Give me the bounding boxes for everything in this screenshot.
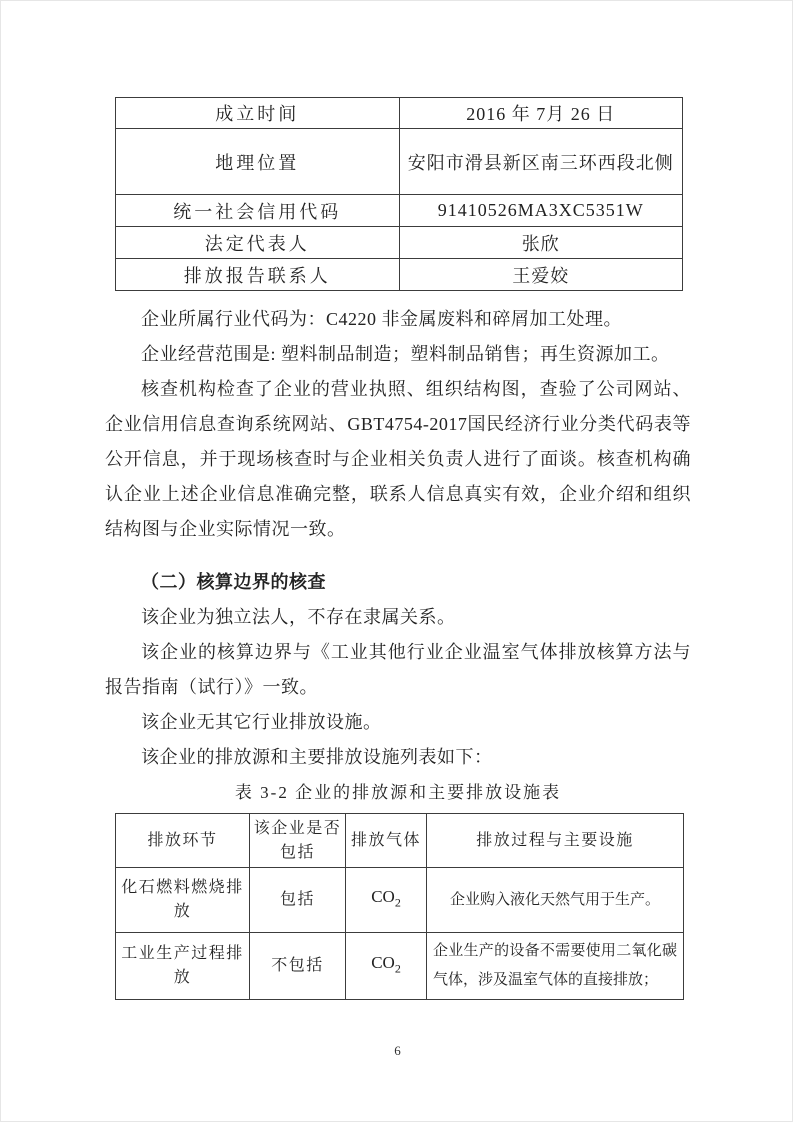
cell-included-industrial-process: 不包括 xyxy=(250,933,346,1000)
info-value-founding-date: 2016 年 7月 26 日 xyxy=(399,98,683,129)
cell-stage-industrial-process: 工业生产过程排放 xyxy=(116,933,250,1000)
paragraph-emission-source-intro: 该企业的排放源和主要排放设施列表如下： xyxy=(141,747,493,767)
table-row xyxy=(116,933,684,1000)
info-label-location: 地理位置 xyxy=(116,129,400,195)
table-row xyxy=(116,868,684,933)
header-process-facilities: 排放过程与主要设施 xyxy=(427,814,684,868)
table-caption: 表 3-2 企业的排放源和主要排放设施表 xyxy=(234,783,562,802)
cell-stage-fossil-fuel: 化石燃料燃烧排放 xyxy=(116,868,250,933)
table-row xyxy=(116,98,683,129)
section-heading: （二）核算边界的核查 xyxy=(141,572,326,592)
page-number: 6 xyxy=(394,1043,401,1058)
cell-gas-industrial-process xyxy=(346,933,427,1000)
gas-subscript: 2 xyxy=(394,961,401,976)
paragraph-industry-code: 企业所属行业代码为：C4220 非金属废料和碎屑加工处理。 xyxy=(141,309,623,329)
table-row xyxy=(116,129,683,195)
cell-included-fossil-fuel: 包括 xyxy=(250,868,346,933)
info-label-credit-code: 统一社会信用代码 xyxy=(116,195,400,227)
body-text xyxy=(105,290,691,1000)
gas-subscript: 2 xyxy=(394,895,401,910)
table-row xyxy=(116,259,683,291)
cell-process-industrial-process: 企业生产的设备不需要使用二氧化碳气体，涉及温室气体的直接排放； xyxy=(427,933,684,1000)
gas-formula: CO xyxy=(371,953,395,973)
header-included: 该企业是否包括 xyxy=(250,814,346,868)
info-value-credit-code: 91410526MA3XC5351W xyxy=(399,195,683,227)
info-label-report-contact: 排放报告联系人 xyxy=(116,259,400,291)
header-emission-gas: 排放气体 xyxy=(346,814,427,868)
info-label-legal-representative: 法定代表人 xyxy=(116,227,400,259)
info-label-founding-date: 成立时间 xyxy=(116,98,400,129)
gas-formula: CO xyxy=(371,887,395,907)
cell-process-fossil-fuel: 企业购入液化天然气用于生产。 xyxy=(427,868,684,933)
info-value-report-contact: 王爱姣 xyxy=(399,259,683,291)
paragraph-independent-legal-person: 该企业为独立法人，不存在隶属关系。 xyxy=(141,607,456,627)
paragraph-verification-check: 核查机构检查了企业的营业执照、组织结构图，查验了公司网站、企业信用信息查询系统网站、GBT4754-2017国民经济行业分类代码表等公开信息，并于现场核查时与企业相关负责人进行了面谈。核查机构确认企业上述企业信息准确完整，联系人信息真实有效，企业介绍和组织结构图与企业实际情况一致。 xyxy=(105,379,691,539)
company-info-table xyxy=(115,97,683,291)
info-value-legal-representative: 张欣 xyxy=(399,227,683,259)
table-header-row xyxy=(116,814,684,868)
info-value-location: 安阳市滑县新区南三环西段北侧 xyxy=(399,129,683,195)
table-row xyxy=(116,227,683,259)
paragraph-accounting-boundary: 该企业的核算边界与《工业其他行业企业温室气体排放核算方法与报告指南（试行）》一致。 xyxy=(105,642,691,697)
paragraph-business-scope: 企业经营范围是: 塑料制品制造；塑料制品销售；再生资源加工。 xyxy=(141,344,670,364)
table-row xyxy=(116,195,683,227)
header-emission-stage: 排放环节 xyxy=(116,814,250,868)
emission-source-table xyxy=(115,813,684,1000)
cell-gas-fossil-fuel xyxy=(346,868,427,933)
paragraph-no-other-facilities: 该企业无其它行业排放设施。 xyxy=(141,712,382,732)
